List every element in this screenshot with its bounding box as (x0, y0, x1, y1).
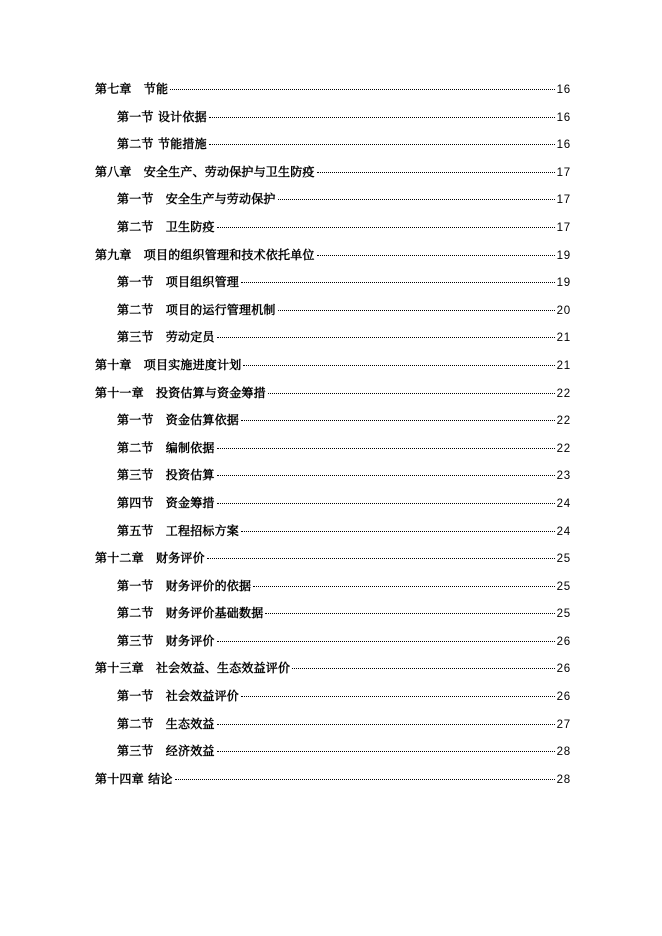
toc-chapter-entry[interactable] (95, 382, 571, 410)
toc-dot-leader (317, 255, 555, 256)
toc-page-number: 19 (556, 277, 571, 290)
toc-page-number: 16 (556, 111, 571, 124)
toc-section-entry[interactable] (95, 106, 571, 134)
toc-section-entry[interactable] (95, 326, 571, 354)
toc-dot-leader (209, 144, 555, 145)
toc-entry-title: 第一节 项目组织管理 (117, 275, 240, 290)
toc-chapter-entry[interactable] (95, 354, 571, 382)
toc-page-number: 17 (556, 166, 571, 179)
toc-chapter-entry[interactable] (95, 657, 571, 685)
toc-dot-leader (175, 779, 555, 780)
toc-page-number: 25 (556, 608, 571, 621)
toc-dot-leader (278, 199, 555, 200)
toc-page-number: 21 (556, 359, 571, 372)
toc-page-number: 17 (556, 221, 571, 234)
toc-section-entry[interactable] (95, 216, 571, 244)
toc-section-entry[interactable] (95, 299, 571, 327)
toc-entry-title: 第二节 编制依据 (117, 440, 215, 455)
toc-dot-leader (265, 613, 554, 614)
toc-page-number: 22 (556, 387, 571, 400)
toc-dot-leader (217, 227, 555, 228)
toc-section-entry[interactable] (95, 602, 571, 630)
toc-chapter-entry[interactable] (95, 244, 571, 272)
toc-entry-title: 第十一章 投资估算与资金筹措 (95, 385, 266, 400)
toc-section-entry[interactable] (95, 575, 571, 603)
toc-dot-leader (217, 724, 555, 725)
toc-entry-title: 第二节 项目的运行管理机制 (117, 302, 276, 317)
toc-section-entry[interactable] (95, 133, 571, 161)
toc-entry-title: 第一节 资金估算依据 (117, 413, 240, 428)
toc-page-number: 26 (556, 635, 571, 648)
toc-chapter-entry[interactable] (95, 768, 571, 796)
toc-entry-title: 第十章 项目实施进度计划 (95, 357, 242, 372)
toc-page-number: 23 (556, 470, 571, 483)
toc-entry-title: 第一节 安全生产与劳动保护 (117, 192, 276, 207)
toc-page-number: 24 (556, 525, 571, 538)
toc-dot-leader (217, 448, 555, 449)
toc-section-entry[interactable] (95, 409, 571, 437)
toc-entry-title: 第七章 节能 (95, 82, 169, 96)
toc-dot-leader (241, 696, 555, 697)
toc-dot-leader (243, 365, 554, 366)
toc-section-entry[interactable] (95, 685, 571, 713)
toc-entry-title: 第十二章 财务评价 (95, 551, 205, 566)
toc-entry-title: 第二节 生态效益 (117, 716, 215, 731)
toc-dot-leader (217, 641, 555, 642)
toc-page-number: 26 (556, 663, 571, 676)
toc-entry-title: 第五节 工程招标方案 (117, 523, 240, 538)
toc-entry-title: 第八章 安全生产、劳动保护与卫生防疫 (95, 164, 315, 179)
toc-entry-title: 第九章 项目的组织管理和技术依托单位 (95, 247, 315, 262)
toc-dot-leader (217, 337, 555, 338)
toc-entry-title: 第三节 劳动定员 (117, 330, 215, 345)
toc-page-number: 25 (556, 580, 571, 593)
toc-page-number: 24 (556, 497, 571, 510)
toc-page-number: 21 (556, 332, 571, 345)
toc-chapter-entry[interactable] (95, 161, 571, 189)
toc-dot-leader (292, 668, 554, 669)
toc-dot-leader (241, 531, 555, 532)
toc-dot-leader (209, 117, 555, 118)
toc-entry-title: 第十四章 结论 (95, 771, 173, 786)
toc-entry-title: 第一节 财务评价的依据 (117, 578, 252, 593)
toc-dot-leader (241, 282, 555, 283)
toc-section-entry[interactable] (95, 520, 571, 548)
toc-dot-leader (253, 586, 554, 587)
toc-section-entry[interactable] (95, 188, 571, 216)
toc-entry-title: 第三节 财务评价 (117, 633, 215, 648)
toc-dot-leader (268, 393, 555, 394)
toc-dot-leader (278, 310, 555, 311)
toc-entry-title: 第一节 社会效益评价 (117, 689, 240, 704)
table-of-contents (95, 78, 571, 795)
toc-section-entry[interactable] (95, 630, 571, 658)
toc-entry-title: 第三节 投资估算 (117, 468, 215, 483)
toc-entry-title: 第十三章 社会效益、生态效益评价 (95, 661, 291, 676)
toc-page-number: 17 (556, 194, 571, 207)
toc-entry-title: 第二节 财务评价基础数据 (117, 606, 264, 621)
toc-page-number: 19 (556, 249, 571, 262)
toc-entry-title: 第三节 经济效益 (117, 744, 215, 759)
toc-section-entry[interactable] (95, 464, 571, 492)
toc-chapter-entry[interactable] (95, 547, 571, 575)
toc-chapter-entry[interactable] (95, 78, 571, 106)
toc-dot-leader (217, 475, 555, 476)
toc-dot-leader (170, 89, 554, 90)
toc-section-entry[interactable] (95, 271, 571, 299)
toc-page-number: 22 (556, 442, 571, 455)
toc-dot-leader (217, 503, 555, 504)
toc-page-number: 28 (556, 746, 571, 759)
toc-dot-leader (317, 172, 555, 173)
toc-entry-title: 第四节 资金筹措 (117, 495, 215, 510)
toc-section-entry[interactable] (95, 437, 571, 465)
toc-page-number: 16 (556, 84, 571, 96)
toc-dot-leader (217, 751, 555, 752)
toc-page-number: 27 (556, 718, 571, 731)
toc-page-number: 16 (556, 139, 571, 152)
toc-dot-leader (207, 558, 555, 559)
toc-page-number: 25 (556, 553, 571, 566)
toc-page-number: 20 (556, 304, 571, 317)
toc-page-number: 28 (556, 773, 571, 786)
toc-section-entry[interactable] (95, 492, 571, 520)
toc-dot-leader (241, 420, 555, 421)
toc-entry-title: 第二节 节能措施 (117, 137, 207, 152)
toc-section-entry[interactable] (95, 740, 571, 768)
toc-section-entry[interactable] (95, 713, 571, 741)
toc-entry-title: 第二节 卫生防疫 (117, 219, 215, 234)
toc-page-number: 22 (556, 415, 571, 428)
toc-entry-title: 第一节 设计依据 (117, 109, 207, 124)
toc-page-number: 26 (556, 691, 571, 704)
